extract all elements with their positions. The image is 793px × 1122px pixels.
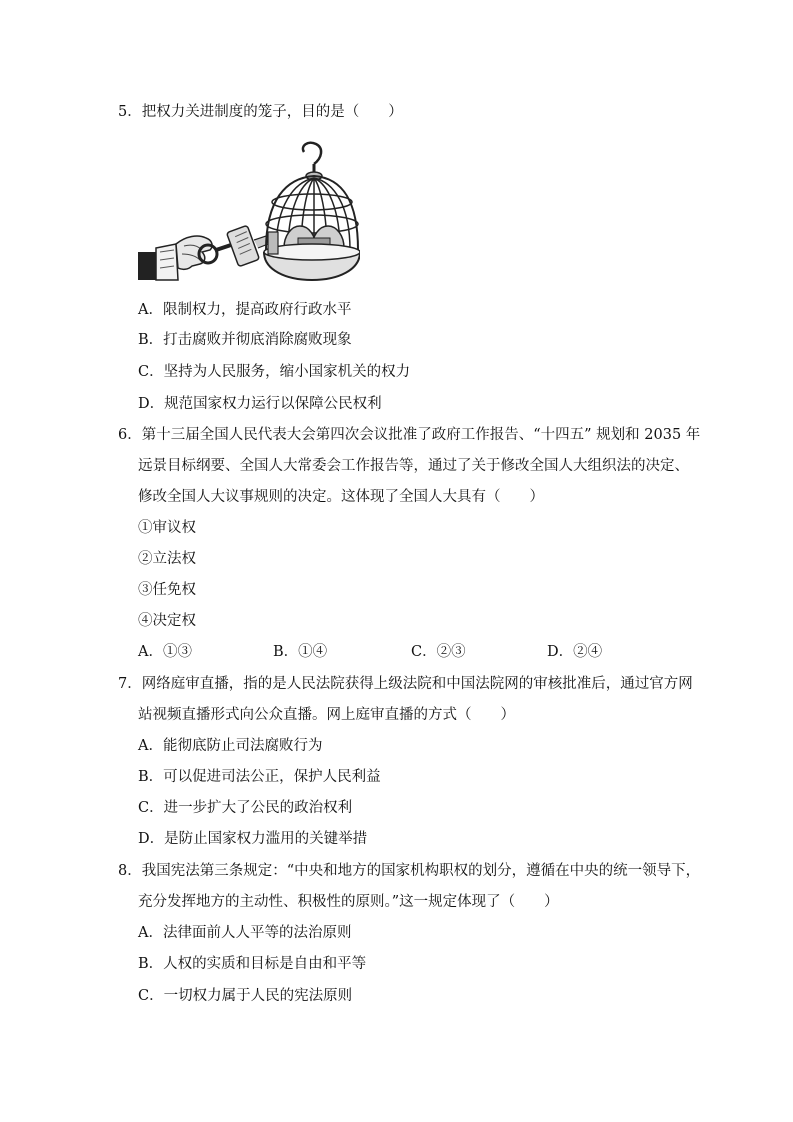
q6-choice-c: C．②③ [411, 644, 466, 660]
q6-stem-line-3: 修改全国人大议事规则的决定。这体现了全国人大具有（ ） [138, 489, 544, 505]
q7-option-a: A．能彻底防止司法腐败行为 [138, 738, 323, 754]
q5-option-d: D．规范国家权力运行以保障公民权利 [138, 396, 382, 412]
q6-item-2: ②立法权 [138, 551, 196, 567]
q6-stem-line-2: 远景目标纲要、全国人大常委会工作报告等，通过了关于修改全国人大组织法的决定、 [138, 458, 689, 474]
q7-option-b: B．可以促进司法公正，保护人民利益 [138, 769, 381, 785]
q5-option-b: B．打击腐败并彻底消除腐败现象 [138, 332, 352, 348]
q5-option-a: A．限制权力，提高政府行政水平 [138, 302, 352, 318]
q8-stem-line-2: 充分发挥地方的主动性、积极性的原则。”这一规定体现了（ ） [138, 894, 559, 910]
q6-stem-line-1: 6．第十三届全国人民代表大会第四次会议批准了政府工作报告、“十四五” 规划和 2035 年 [118, 427, 701, 443]
q5-option-c: C．坚持为人民服务，缩小国家机关的权力 [138, 364, 411, 380]
q7-stem-line-2: 站视频直播形式向公众直播。网上庭审直播的方式（ ） [138, 707, 515, 723]
q6-choice-d: D．②④ [547, 644, 603, 660]
q7-option-c: C．进一步扩大了公民的政治权利 [138, 800, 353, 816]
q6-choice-a: A．①③ [138, 644, 192, 660]
q7-stem-line-1: 7．网络庭审直播，指的是人民法院获得上级法院和中国法院网的审核批准后，通过官方网 [118, 676, 693, 692]
q7-option-d: D．是防止国家权力滥用的关键举措 [138, 831, 368, 847]
q8-stem-line-1: 8．我国宪法第三条规定：“中央和地方的国家机构职权的划分，遵循在中央的统一领导下， [118, 863, 701, 879]
q8-option-a: A．法律面前人人平等的法治原则 [138, 925, 352, 941]
q5-stem: 5．把权力关进制度的笼子，目的是（ ） [118, 104, 403, 120]
q8-option-c: C．一切权力属于人民的宪法原则 [138, 988, 353, 1004]
q6-item-1: ①审议权 [138, 520, 196, 536]
q8-option-b: B．人权的实质和目标是自由和平等 [138, 956, 367, 972]
q6-choice-b: B．①④ [273, 644, 328, 660]
q6-item-3: ③任免权 [138, 582, 196, 598]
q6-item-4: ④决定权 [138, 613, 196, 629]
power-cage-illustration [136, 140, 360, 286]
